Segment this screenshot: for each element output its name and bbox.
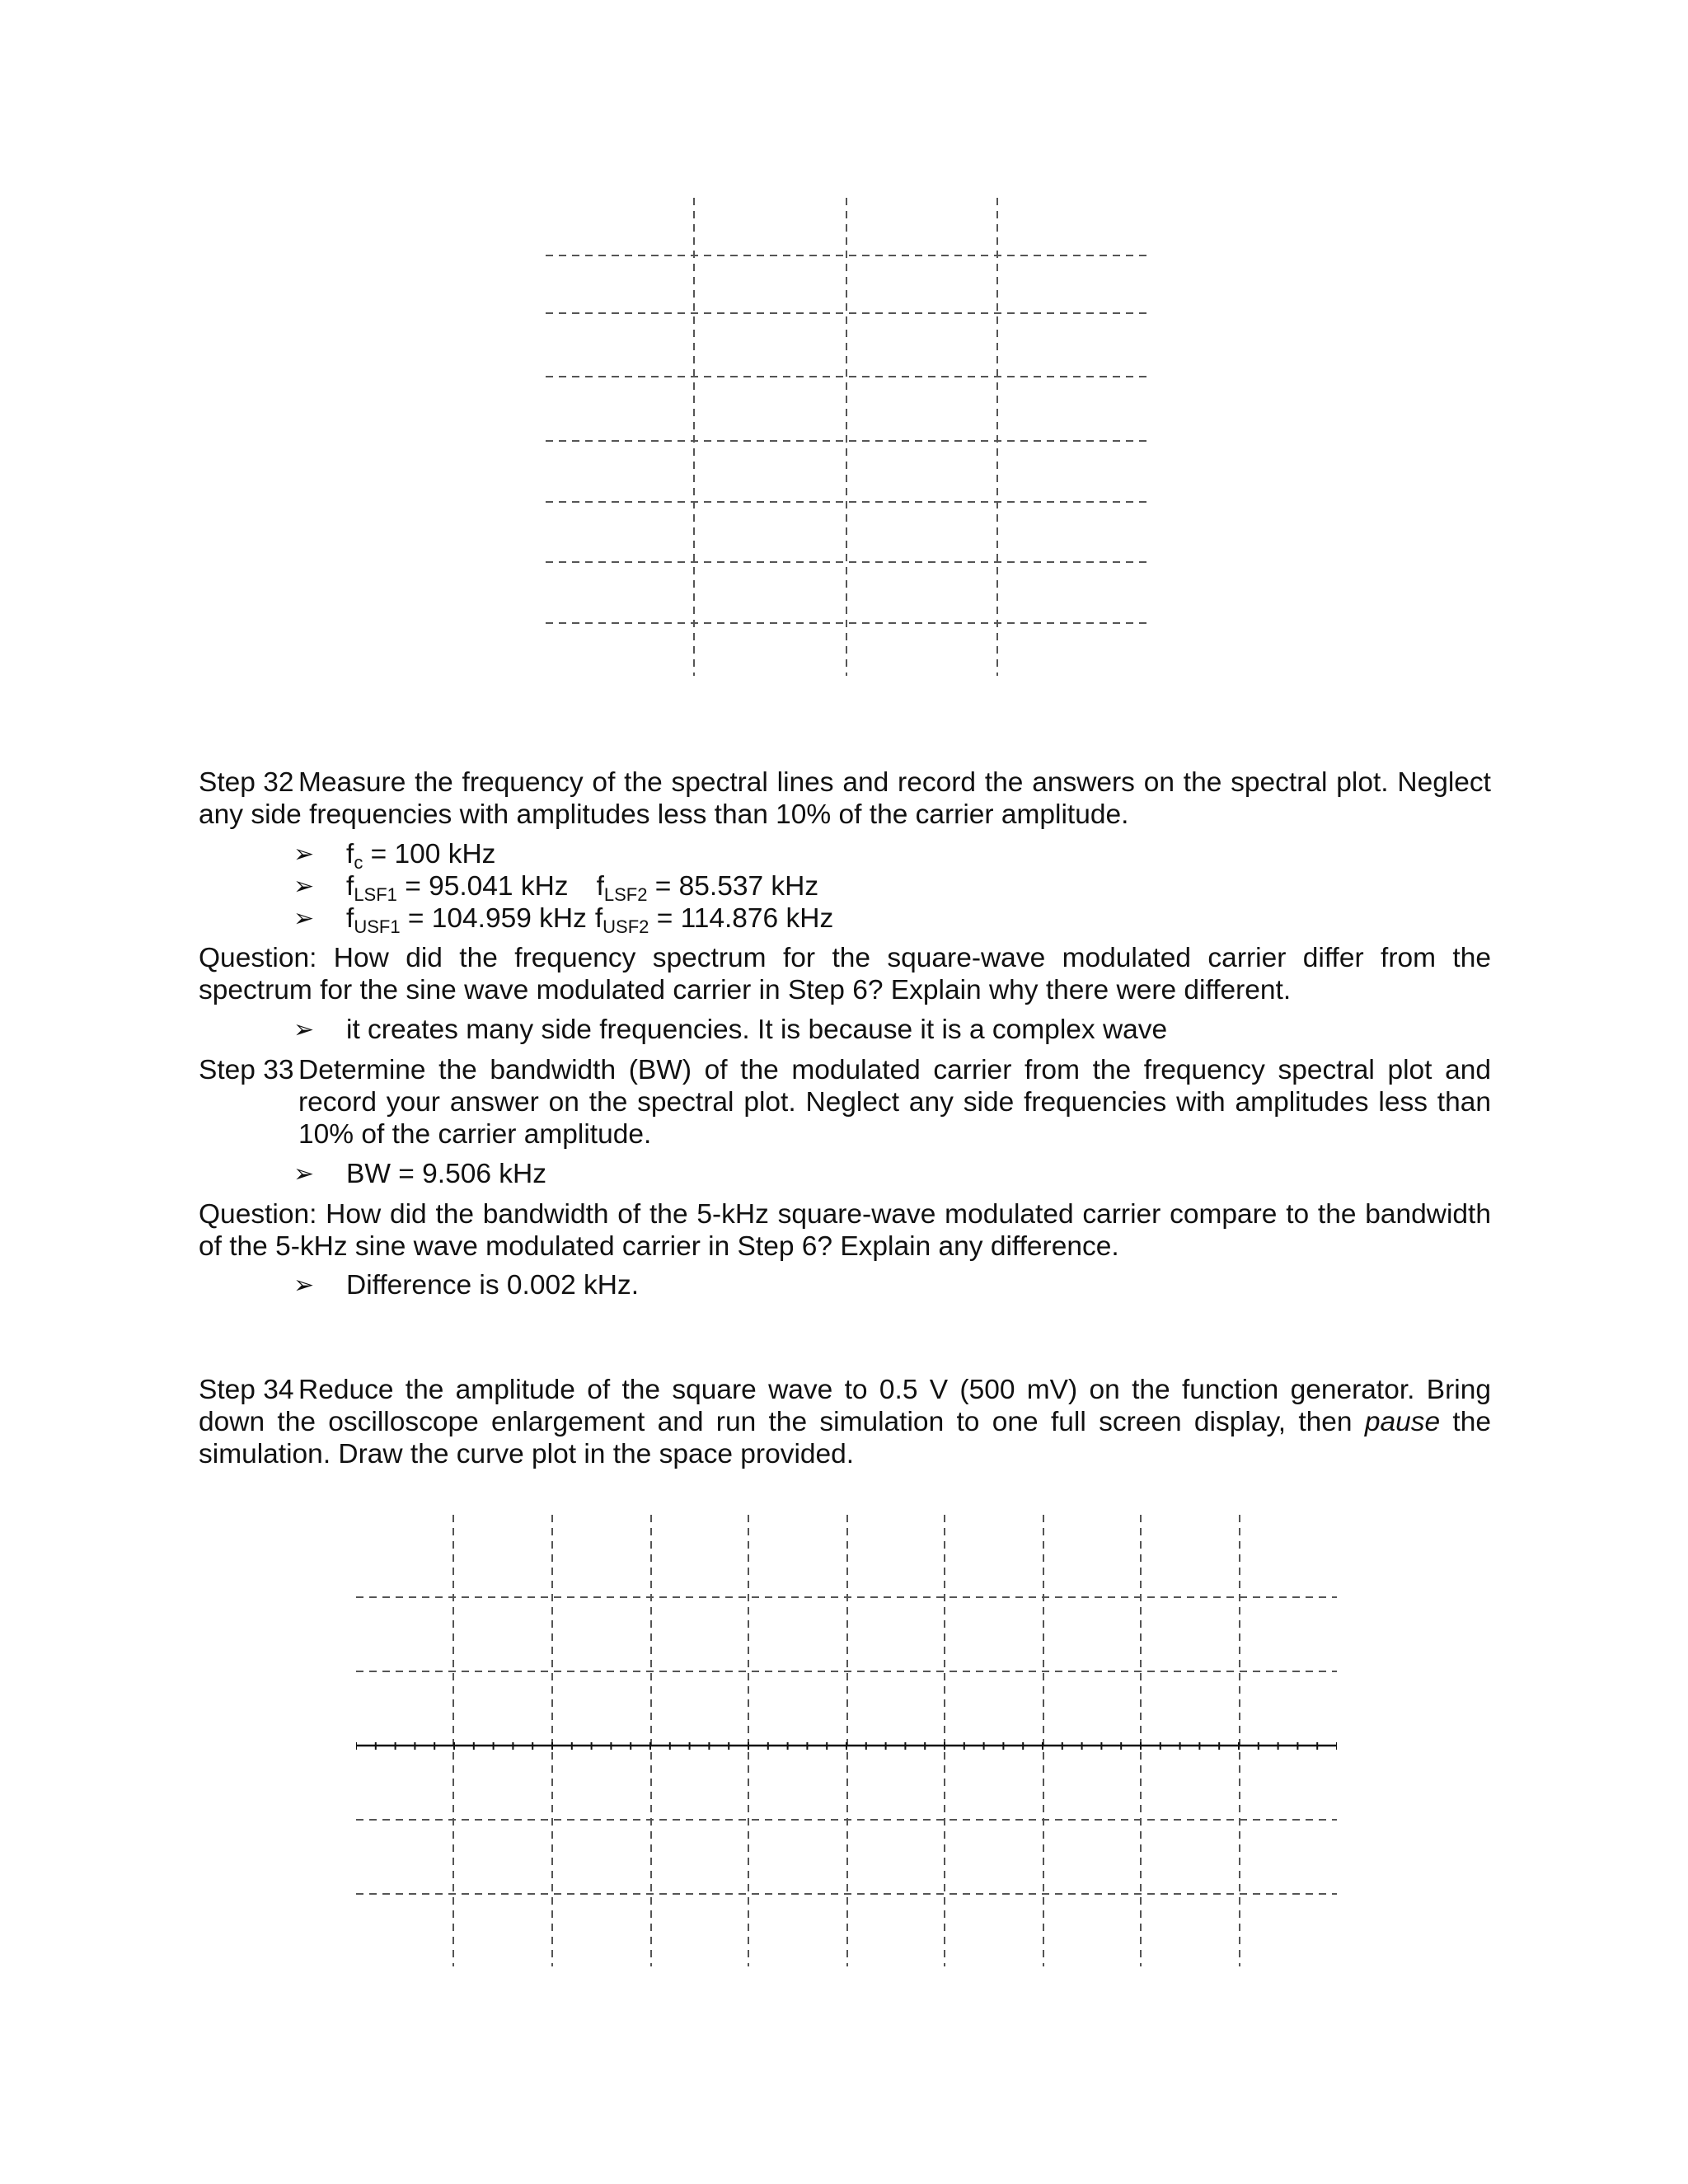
- answer-fc: $f_c = 100$ kHz: [346, 839, 496, 873]
- bullet-arrow-icon: ➢: [293, 1160, 315, 1188]
- oscilloscope-plot-grid: [356, 1515, 1337, 1966]
- step34-text: Reduce the amplitude of the square wave to 0.5 V (500 mV) on the function generator. Bring down the oscilloscope enlargement and run the simulation to one full screen display, then pause the simulation. Draw the curve plot in the space provided.: [199, 1375, 1491, 1469]
- question2-text: Question: How did the bandwidth of the 5-kHz square-wave modulated carrier compare to the bandwidth of the 5-kHz sine wave modulated carrier in Step 6? Explain any difference.: [199, 1199, 1491, 1262]
- step33-text: Determine the bandwidth (BW) of the modulated carrier from the frequency spectral plot and record your answer on the spectral plot. Neglect any side frequencies with amplitudes less than 10% of the carrier amplitude.: [298, 1055, 1491, 1150]
- answer-fusf: $f_{USF1} = 104.959$ kHz $f_{USF2} = 114.876$ kHz: [346, 903, 834, 937]
- step34-label: Step 34: [199, 1375, 294, 1405]
- step32-text: Measure the frequency of the spectral lines and record the answers on the spectral plot. Neglect any side frequencies with amplitudes less than 10% of the carrier amplitude.: [199, 767, 1491, 830]
- question2-answer: Difference is 0.002 kHz.: [346, 1270, 640, 1301]
- bullet-arrow-icon: ➢: [293, 841, 315, 868]
- step33-answer: BW = 9.506 kHz: [346, 1159, 546, 1189]
- question1-text: Question: How did the frequency spectrum for the square-wave modulated carrier differ from the spectrum for the sine wave modulated carrier in Step 6? Explain why there were different.: [199, 943, 1491, 1005]
- bullet-arrow-icon: ➢: [293, 1016, 315, 1043]
- answer-flsf: $f_{LSF1} = 95.041$ kHz $f_{LSF2} = 85.537$ kHz: [346, 871, 819, 905]
- bullet-arrow-icon: ➢: [293, 1272, 315, 1299]
- step33-label: Step 33: [199, 1055, 294, 1085]
- question1-answer: it creates many side frequencies. It is because it is a complex wave: [346, 1015, 1168, 1045]
- bullet-arrow-icon: ➢: [293, 905, 315, 932]
- bullet-arrow-icon: ➢: [293, 873, 315, 900]
- step32-label: Step 32: [199, 767, 294, 798]
- spectral-plot-grid: [546, 198, 1149, 676]
